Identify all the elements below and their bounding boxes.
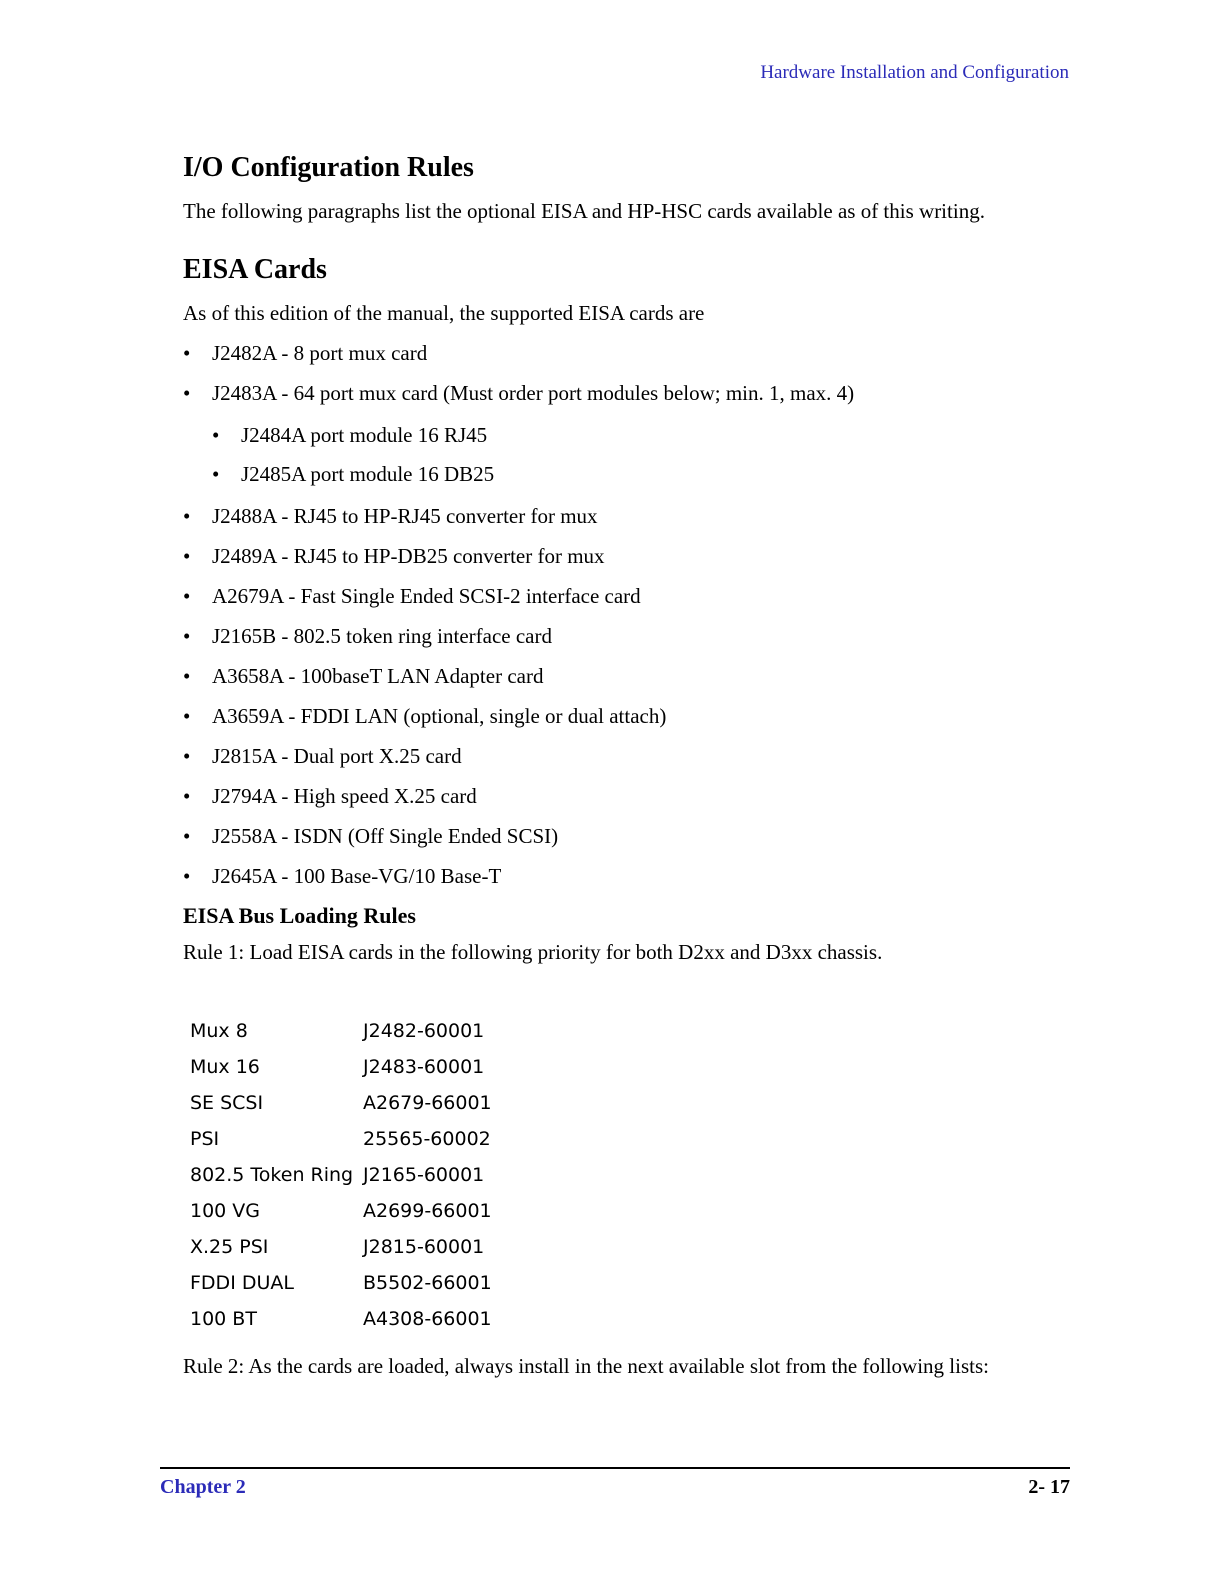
- card-name-cell: X.25 PSI: [190, 1236, 269, 1258]
- port-module-list: [212, 420, 1073, 489]
- sub-list-item: • J2485A port module 16 DB25: [212, 459, 1073, 489]
- card-name-cell: FDDI DUAL: [190, 1272, 294, 1294]
- eisa-card-list: [183, 338, 1073, 891]
- list-item: • A3659A - FDDI LAN (optional, single or dual attach): [183, 701, 1073, 731]
- list-item: • A3658A - 100baseT LAN Adapter card: [183, 661, 1073, 691]
- part-number-cell: B5502-66001: [363, 1272, 492, 1294]
- part-number-cell: A2699-66001: [363, 1200, 492, 1222]
- card-name-cell: 100 BT: [190, 1308, 257, 1330]
- part-number-cell: J2482-60001: [363, 1020, 485, 1042]
- priority-table: [190, 1019, 492, 1343]
- list-item: • J2488A - RJ45 to HP-RJ45 converter for mux: [183, 501, 1073, 531]
- table-row: [190, 1091, 492, 1127]
- eisa-cards-heading: EISA Cards: [183, 254, 327, 285]
- list-item: • J2815A - Dual port X.25 card: [183, 741, 1073, 771]
- list-item: • J2645A - 100 Base-VG/10 Base-T: [183, 861, 1073, 891]
- table-row: [190, 1235, 492, 1271]
- card-name-cell: 100 VG: [190, 1200, 261, 1222]
- table-row: [190, 1019, 492, 1055]
- card-name-cell: SE SCSI: [190, 1092, 264, 1114]
- list-item: • J2558A - ISDN (Off Single Ended SCSI): [183, 821, 1073, 851]
- rule-2: Rule 2: As the cards are loaded, always install in the next available slot from the following lists:: [183, 1354, 989, 1378]
- list-item: • J2489A - RJ45 to HP-DB25 converter for mux: [183, 541, 1073, 571]
- card-name-cell: PSI: [190, 1128, 220, 1150]
- table-row: [190, 1271, 492, 1307]
- part-number-cell: 25565-60002: [363, 1128, 491, 1150]
- section-intro: The following paragraphs list the optional EISA and HP-HSC cards available as of this writing.: [183, 199, 985, 223]
- part-number-cell: J2815-60001: [363, 1236, 485, 1258]
- sub-list-item: • J2484A port module 16 RJ45: [212, 420, 1073, 450]
- footer-chapter: Chapter 2: [160, 1476, 246, 1498]
- table-row: [190, 1127, 492, 1163]
- list-item: • J2165B - 802.5 token ring interface card: [183, 621, 1073, 651]
- bus-loading-heading: EISA Bus Loading Rules: [183, 903, 416, 928]
- table-row: [190, 1199, 492, 1235]
- section-title: I/O Configuration Rules: [183, 152, 474, 183]
- list-item: • A2679A - Fast Single Ended SCSI-2 interface card: [183, 581, 1073, 611]
- list-item: • J2794A - High speed X.25 card: [183, 781, 1073, 811]
- table-row: [190, 1055, 492, 1091]
- running-header: Hardware Installation and Configuration: [760, 62, 1069, 83]
- part-number-cell: J2483-60001: [363, 1056, 485, 1078]
- footer-page-number: 2- 17: [1028, 1476, 1070, 1498]
- list-item: [183, 378, 1073, 489]
- rule-1: Rule 1: Load EISA cards in the following priority for both D2xx and D3xx chassis.: [183, 940, 883, 964]
- eisa-cards-intro: As of this edition of the manual, the supported EISA cards are: [183, 301, 705, 325]
- card-name-cell: Mux 16: [190, 1056, 260, 1078]
- footer-divider: [160, 1467, 1070, 1469]
- page-content: [183, 148, 1073, 1381]
- card-name-cell: 802.5 Token Ring: [190, 1164, 354, 1186]
- part-number-cell: A2679-66001: [363, 1092, 492, 1114]
- part-number-cell: J2165-60001: [363, 1164, 485, 1186]
- list-item-text: J2483A - 64 port mux card (Must order port modules below; min. 1, max. 4): [212, 381, 855, 405]
- list-item: • J2482A - 8 port mux card: [183, 338, 1073, 368]
- card-name-cell: Mux 8: [190, 1020, 248, 1042]
- table-row: [190, 1307, 492, 1343]
- table-row: [190, 1163, 492, 1199]
- part-number-cell: A4308-66001: [363, 1308, 492, 1330]
